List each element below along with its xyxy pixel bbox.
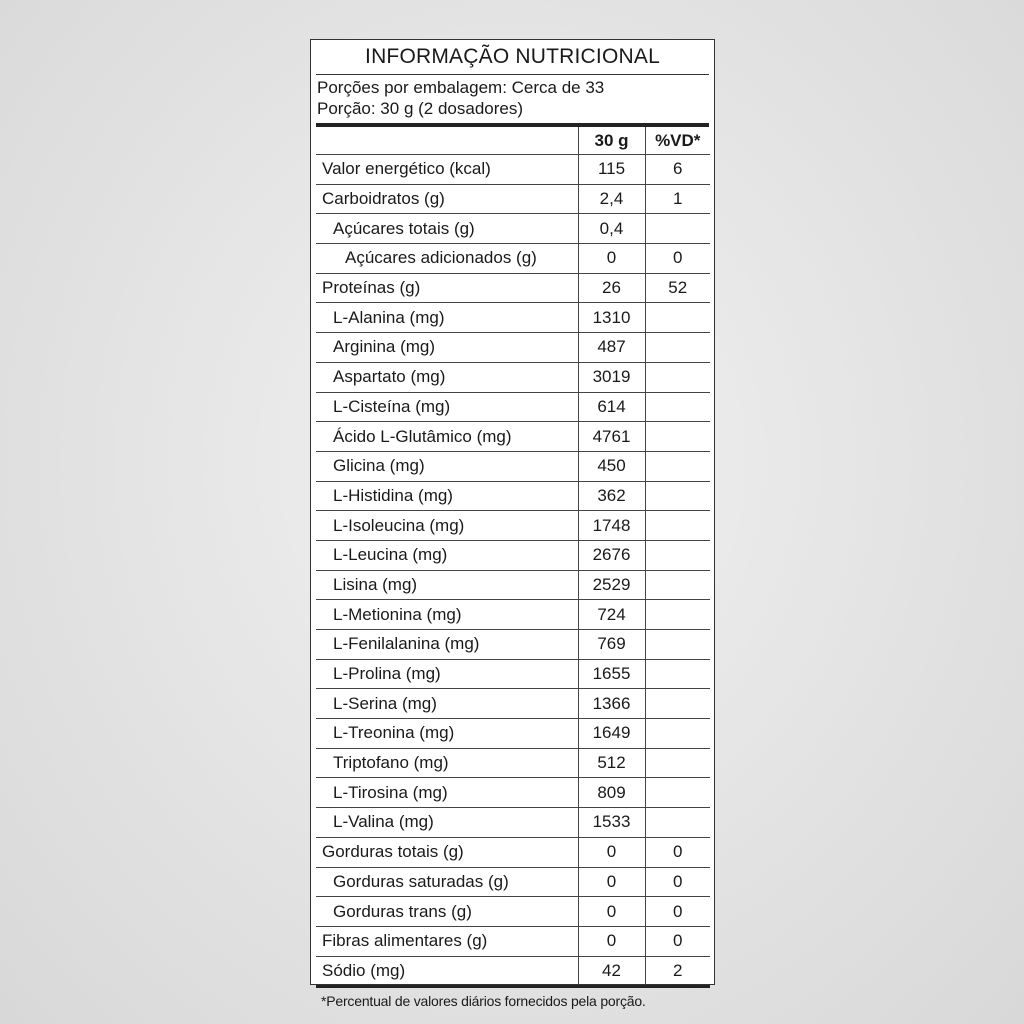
nutrient-amount: 2,4	[578, 184, 645, 214]
nutrient-dv: 2	[645, 956, 710, 987]
nutrient-dv: 0	[645, 244, 710, 274]
nutrient-dv	[645, 214, 710, 244]
table-row	[316, 155, 710, 185]
nutrient-amount: 0,4	[578, 214, 645, 244]
nutrient-name: L-Tirosina (mg)	[316, 778, 578, 808]
nutrient-name: L-Metionina (mg)	[316, 600, 578, 630]
nutrient-dv	[645, 659, 710, 689]
nutrient-dv: 0	[645, 867, 710, 897]
nutrient-amount: 769	[578, 630, 645, 660]
nutrient-amount: 2529	[578, 570, 645, 600]
table-row	[316, 392, 710, 422]
nutrient-dv	[645, 392, 710, 422]
nutrient-dv: 1	[645, 184, 710, 214]
nutrient-amount: 115	[578, 155, 645, 185]
table-row	[316, 867, 710, 897]
nutrient-name: L-Fenilalanina (mg)	[316, 630, 578, 660]
nutrient-dv	[645, 422, 710, 452]
table-row	[316, 481, 710, 511]
table-row	[316, 778, 710, 808]
header-dv: %VD*	[645, 127, 710, 155]
table-row	[316, 897, 710, 927]
nutrient-amount: 1533	[578, 808, 645, 838]
nutrient-amount: 1310	[578, 303, 645, 333]
nutrient-name: L-Cisteína (mg)	[316, 392, 578, 422]
nutrient-name: L-Valina (mg)	[316, 808, 578, 838]
table-row	[316, 451, 710, 481]
table-row	[316, 214, 710, 244]
nutrient-dv	[645, 362, 710, 392]
serving-info	[311, 75, 714, 123]
nutrient-amount: 809	[578, 778, 645, 808]
nutrient-name: Arginina (mg)	[316, 333, 578, 363]
table-row	[316, 926, 710, 956]
nutrient-amount: 42	[578, 956, 645, 987]
nutrient-name: Triptofano (mg)	[316, 748, 578, 778]
table-row	[316, 273, 710, 303]
nutrient-dv	[645, 748, 710, 778]
nutrient-dv	[645, 778, 710, 808]
nutrition-table	[316, 127, 710, 988]
table-row	[316, 689, 710, 719]
nutrient-name: Açúcares totais (g)	[316, 214, 578, 244]
nutrient-name: L-Histidina (mg)	[316, 481, 578, 511]
nutrient-dv	[645, 630, 710, 660]
nutrient-name: Ácido L-Glutâmico (mg)	[316, 422, 578, 452]
nutrient-amount: 724	[578, 600, 645, 630]
nutrient-name: Aspartato (mg)	[316, 362, 578, 392]
nutrient-amount: 1366	[578, 689, 645, 719]
table-row	[316, 570, 710, 600]
nutrient-amount: 0	[578, 867, 645, 897]
table-row	[316, 659, 710, 689]
nutrient-name: L-Alanina (mg)	[316, 303, 578, 333]
table-row	[316, 303, 710, 333]
nutrient-name: Gorduras trans (g)	[316, 897, 578, 927]
nutrient-name: Gorduras totais (g)	[316, 837, 578, 867]
nutrient-name: Carboidratos (g)	[316, 184, 578, 214]
nutrient-dv	[645, 570, 710, 600]
nutrient-amount: 450	[578, 451, 645, 481]
table-row	[316, 540, 710, 570]
table-row	[316, 362, 710, 392]
nutrient-dv	[645, 808, 710, 838]
nutrient-amount: 614	[578, 392, 645, 422]
table-row	[316, 837, 710, 867]
nutrient-amount: 0	[578, 926, 645, 956]
nutrient-amount: 3019	[578, 362, 645, 392]
nutrition-facts-label	[310, 39, 715, 1010]
nutrient-amount: 2676	[578, 540, 645, 570]
nutrient-dv: 0	[645, 897, 710, 927]
header-amount: 30 g	[578, 127, 645, 155]
nutrient-name: Proteínas (g)	[316, 273, 578, 303]
nutrient-dv	[645, 689, 710, 719]
nutrient-amount: 487	[578, 333, 645, 363]
label-title: INFORMAÇÃO NUTRICIONAL	[316, 40, 709, 75]
nutrient-amount: 4761	[578, 422, 645, 452]
nutrient-dv: 6	[645, 155, 710, 185]
nutrient-dv: 0	[645, 837, 710, 867]
table-row	[316, 422, 710, 452]
nutrient-name: L-Leucina (mg)	[316, 540, 578, 570]
nutrient-dv	[645, 719, 710, 749]
nutrient-name: Lisina (mg)	[316, 570, 578, 600]
nutrient-dv	[645, 511, 710, 541]
nutrient-amount: 1649	[578, 719, 645, 749]
nutrient-name: L-Serina (mg)	[316, 689, 578, 719]
nutrient-name: Açúcares adicionados (g)	[316, 244, 578, 274]
nutrient-amount: 362	[578, 481, 645, 511]
table-header-row	[316, 127, 710, 155]
nutrient-amount: 512	[578, 748, 645, 778]
nutrient-amount: 26	[578, 273, 645, 303]
nutrient-dv	[645, 481, 710, 511]
nutrient-amount: 0	[578, 897, 645, 927]
table-row	[316, 600, 710, 630]
table-body	[316, 155, 710, 987]
nutrient-dv	[645, 303, 710, 333]
nutrient-dv	[645, 600, 710, 630]
header-blank	[316, 127, 578, 155]
nutrient-dv: 0	[645, 926, 710, 956]
nutrient-name: Valor energético (kcal)	[316, 155, 578, 185]
table-row	[316, 511, 710, 541]
table-row	[316, 333, 710, 363]
nutrient-name: Sódio (mg)	[316, 956, 578, 987]
table-row	[316, 956, 710, 987]
nutrient-dv	[645, 333, 710, 363]
servings-per-package: Porções por embalagem: Cerca de 33	[317, 78, 605, 97]
nutrient-name: L-Prolina (mg)	[316, 659, 578, 689]
table-row	[316, 808, 710, 838]
nutrient-amount: 0	[578, 837, 645, 867]
table-row	[316, 630, 710, 660]
table-row	[316, 748, 710, 778]
nutrient-dv	[645, 451, 710, 481]
nutrient-amount: 1748	[578, 511, 645, 541]
table-row	[316, 719, 710, 749]
nutrient-name: L-Isoleucina (mg)	[316, 511, 578, 541]
serving-size: Porção: 30 g (2 dosadores)	[317, 99, 524, 118]
footnote: *Percentual de valores diários fornecidos pela porção.	[321, 993, 646, 1010]
nutrient-name: L-Treonina (mg)	[316, 719, 578, 749]
nutrient-dv: 52	[645, 273, 710, 303]
nutrient-name: Fibras alimentares (g)	[316, 926, 578, 956]
nutrient-name: Gorduras saturadas (g)	[316, 867, 578, 897]
nutrient-amount: 1655	[578, 659, 645, 689]
nutrient-amount: 0	[578, 244, 645, 274]
table-row	[316, 184, 710, 214]
nutrient-dv	[645, 540, 710, 570]
table-row	[316, 244, 710, 274]
nutrient-name: Glicina (mg)	[316, 451, 578, 481]
